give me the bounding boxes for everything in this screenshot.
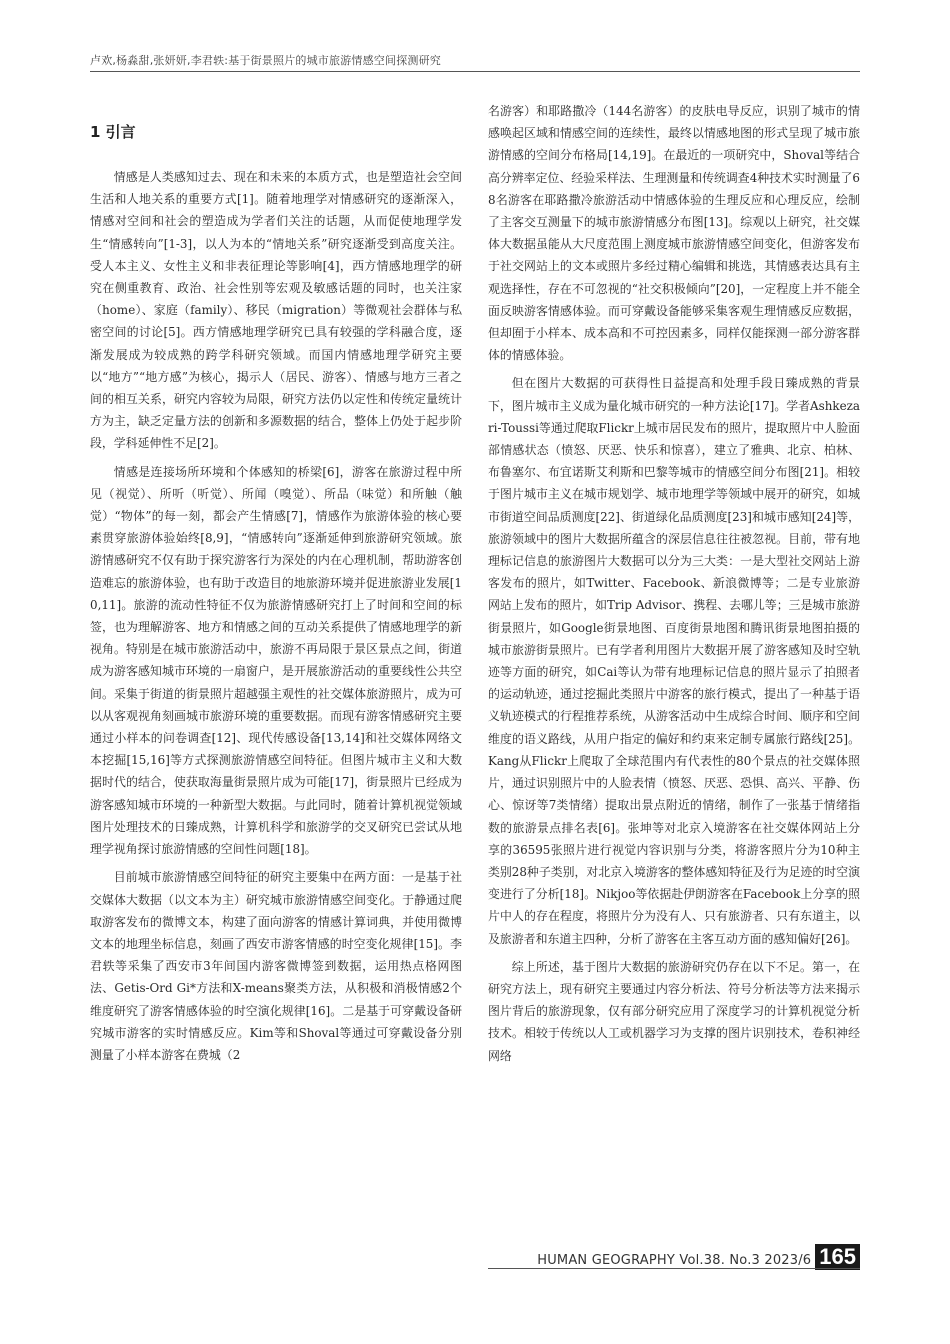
right-column <box>488 100 860 1067</box>
paragraph: 情感是连接场所环境和个体感知的桥梁[6]，游客在旅游过程中所见（视觉）、所听（听觉）、所闻（嗅觉）、所品（味觉）和所触（触觉）“物体”的每一刻，都会产生情感[7]，情感作为旅游体验的核心要素贯穿旅游体验始终[8,9]，“情感转向”逐渐延伸到旅游研究领域。旅游情感研究不仅有助于探究游客行为深处的内在心理机制，帮助游客创造难忘的旅游体验，也有助于改造目的地旅游环境并促进旅游业发展[10,11]。旅游的流动性特征不仅为旅游情感研究打上了时间和空间的标签，也为理解游客、地方和情感之间的互动关系提供了情感地理学的新视角。特别是在城市旅游活动中，旅游不再局限于景区景点之间，街道成为游客感知城市环境的一扇窗户，是开展旅游活动的重要线性公共空间。采集于街道的街景照片超越强主观性的社交媒体旅游照片，成为可以从客观视角刻画城市旅游环境的重要数据。而现有游客情感研究主要通过小样本的问卷调查[12]、现代传感设备[13,14]和社交媒体网络文本挖掘[15,16]等方式探测旅游情感空间特征。但图片城市主义和大数据时代的结合，使获取海量街景照片成为可能[17]，街景照片已经成为游客感知城市环境的一种新型大数据。与此同时，随着计算机视觉领域图片处理技术的日臻成熟，计算机科学和旅游学的交叉研究已尝试从地理学视角探讨旅游情感的空间性问题[18]。 <box>90 464 462 857</box>
journal-info: HUMAN GEOGRAPHY Vol.38. No.3 2023/6 <box>537 1253 812 1268</box>
paragraph: 名游客）和耶路撒冷（144名游客）的皮肤电导反应，识别了城市的情感唤起区域和情感空间的连续性，最终以情感地图的形式呈现了城市旅游情感的空间分布格局[14,19]。在最近的一项研究中，Shoval等结合高分辨率定位、经验采样法、生理测量和传统调查4种技术实时测量了68名游客在耶路撒冷旅游活动中情感体验的生理反应和心理反应，绘制了主客交互测量下的城市旅游情感分布图[13]。综观以上研究，社交媒体大数据虽能从大尺度范围上测度城市旅游情感空间变化，但游客发布于社交网站上的文本或照片多经过精心编辑和挑选，其情感表达具有主观选择性，存在不可忽视的“社交积极倾向”[20]，一定程度上并不能全面反映游客情感体验。而可穿戴设备能够采集客观生理情感反应数据，但却囿于小样本、成本高和不可控因素多，同样仅能探测一部分游客群体的情感体验。 <box>488 104 860 363</box>
page-number: 165 <box>815 1244 860 1270</box>
paragraph: 但在图片大数据的可获得性日益提高和处理手段日臻成熟的背景下，图片城市主义成为量化城市研究的一种方法论[17]。学者Ashkezari-Toussi等通过爬取Flickr上城市居民发布的照片，提取照片中人脸面部情感状态（愤怒、厌恶、快乐和惊喜），建立了雅典、北京、柏林、布鲁塞尔、布宜诺斯艾利斯和巴黎等城市的情感空间分布图[21]。相较于图片城市主义在城市规划学、城市地理学等领域中展开的研究，如城市街道空间品质测度[22]、街道绿化品质测度[23]和城市感知[24]等，旅游领域中的图片大数据所蕴含的深层信息往往被忽视。目前，带有地理标记信息的旅游图片大数据可以分为三大类：一是大型社交网站上游客发布的照片，如Twitter、Facebook、新浪微博等；二是专业旅游网站上发布的照片，如Trip Advisor、携程、去哪儿等；三是城市旅游街景照片，如Google街景地图、百度街景地图和腾讯街景地图拍摄的城市旅游街景照片。已有学者利用图片大数据开展了游客感知及时空轨迹等方面的研究，如Cai等认为带有地理标记信息的照片显示了拍照者的运动轨迹，通过挖掘此类照片中游客的旅行模式，提出了一种基于语义轨迹模式的行程推荐系统，从游客活动中生成综合时间、顺序和空间维度的语义路线，从用户指定的偏好和约束来定制专属旅行路线[25]。Kang从Flickr上爬取了全球范围内有代表性的80个景点的社交媒体照片，通过识别照片中的人脸表情（愤怒、厌恶、恐惧、高兴、平静、伤心、惊讶等7类情绪）提取出景点附近的情绪，制作了一张基于情绪指数的旅游景点排名表[6]。张坤等对北京入境游客在社交媒体网站上分享的36595张照片进行视觉内容识别与分类，将游客照片分为10种主类别28种子类别，对北京入境游客的整体感知特征及行为足迹的时空演变进行了分析[18]。Nikjoo等依据赴伊朗游客在Facebook上分享的照片中人的存在程度，将照片分为没有人、只有旅游者、只有东道主，以及旅游者和东道主四种，分析了游客在主客互动方面的感知偏好[26]。 <box>488 376 860 946</box>
paragraph: 情感是人类感知过去、现在和未来的本质方式，也是塑造社会空间生活和人地关系的重要方式[1]。随着地理学对情感研究的逐渐深入，情感对空间和社会的塑造成为学者们关注的话题，从而促使地理学发生“情感转向”[1-3]，以人为本的“情地关系”研究逐渐受到高度关注。受人本主义、女性主义和非表征理论等影响[4]，西方情感地理学的研究在侧重教育、政治、社会性别等宏观及敏感话题的同时，也关注家（home）、家庭（family）、移民（migration）等微观社会群体与私密空间的讨论[5]。西方情感地理学研究已具有较强的学科融合度，逐渐发展成为较成熟的跨学科研究领域。而国内情感地理学研究主要以“地方”“地方感”为核心，揭示人（居民、游客）、情感与地方三者之间的相互关系，研究内容较为局限，研究方法仍以定性和传统定量统计方为主，缺乏定量方法的创新和多源数据的结合，整体上仍处于起步阶段，学科延伸性不足[2]。 <box>90 170 462 451</box>
header-rule <box>90 71 860 72</box>
left-column <box>90 100 462 1066</box>
paragraph: 综上所述，基于图片大数据的旅游研究仍存在以下不足。第一，在研究方法上，现有研究主要通过内容分析法、符号分析法等方法来揭示图片背后的旅游现象，仅有部分研究应用了深度学习的计算机视觉分析技术。相较于传统以人工或机器学习为支撑的图片识别技术，卷积神经网络 <box>488 959 860 1063</box>
running-header: 卢欢,杨淼甜,张妍妍,李君轶:基于街景照片的城市旅游情感空间探测研究 <box>90 54 441 67</box>
paragraph: 目前城市旅游情感空间特征的研究主要集中在两方面：一是基于社交媒体大数据（以文本为主）研究城市旅游情感空间变化。于静通过爬取游客发布的微博文本，构建了面向游客的情感计算词典，并使用微博文本的地理坐标信息，刻画了西安市游客情感的时空变化规律[15]。李君轶等采集了西安市3年间国内游客微博签到数据，运用热点格网图法、Getis-Ord Gi*方法和X-means聚类方法，从积极和消极情感2个维度研究了游客情感体验的时空演化规律[16]。二是基于可穿戴设备研究城市游客的实时情感反应。Kim等和Shoval等通过可穿戴设备分别测量了小样本游客在费城（2 <box>90 870 462 1062</box>
page-footer <box>537 1244 860 1270</box>
section-title: 1 引言 <box>90 123 136 141</box>
footer-rule <box>488 1268 860 1269</box>
